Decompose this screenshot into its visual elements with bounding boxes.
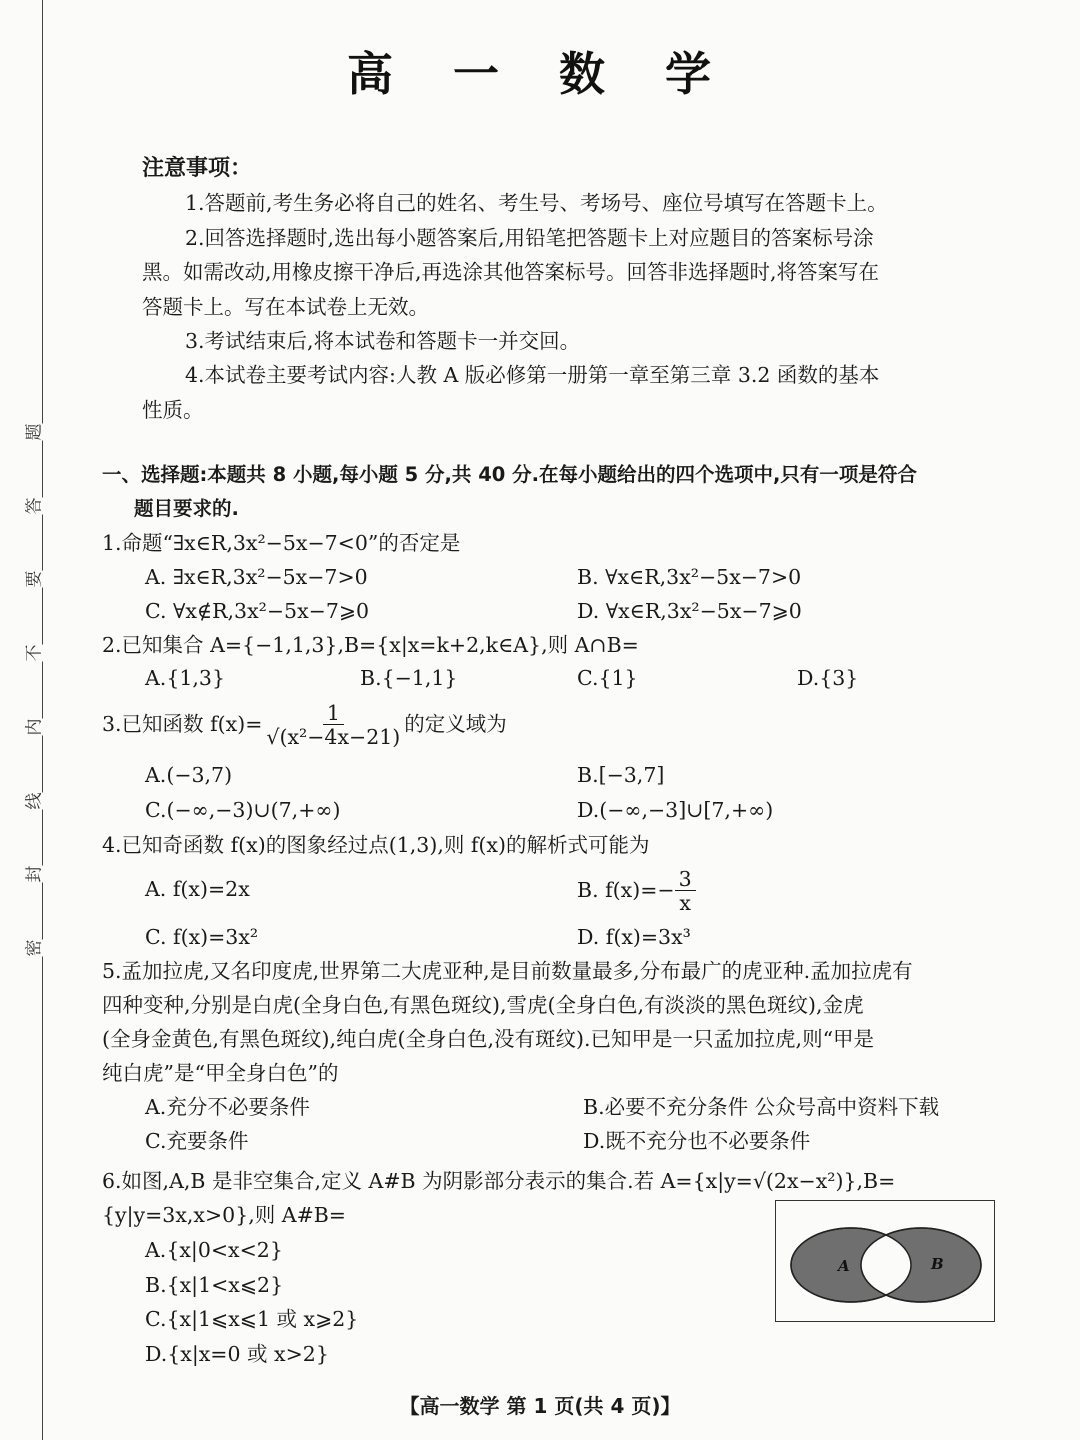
section-heading-cont: 题目要求的. <box>134 497 239 520</box>
notice-line: 黑。如需改动,用橡皮擦干净后,再选涂其他答案标号。回答非选择题时,将答案写在 <box>142 260 880 284</box>
notice-line: 2.回答选择题时,选出每小题答案后,用铅笔把答题卡上对应题目的答案标号涂 <box>185 226 874 250</box>
binding-char: 内 <box>24 718 44 736</box>
venn-label-b: B <box>931 1255 944 1273</box>
notice-line: 4.本试卷主要考试内容:人教 A 版必修第一册第一章至第三章 3.2 函数的基本 <box>185 363 880 387</box>
q6-option-a: A.{x|0<x<2} <box>145 1238 283 1262</box>
q1-option-a: A. ∃x∈R,3x²−5x−7>0 <box>145 565 368 589</box>
q6-option-c: C.{x|1⩽x⩽1 或 x⩾2} <box>145 1307 359 1331</box>
question-4-stem: 4.已知奇函数 f(x)的图象经过点(1,3),则 f(x)的解析式可能为 <box>102 833 650 857</box>
question-3-stem <box>102 700 507 749</box>
q3-option-d: D.(−∞,−3]∪[7,+∞) <box>577 798 774 822</box>
binding-char: 题 <box>24 423 44 441</box>
binding-char: 要 <box>24 570 44 588</box>
page-title: 高 一 数 学 <box>346 47 734 101</box>
q4-option-d: D. f(x)=3x³ <box>577 925 691 949</box>
q6-option-d: D.{x|x=0 或 x>2} <box>145 1342 329 1366</box>
section-heading: 一、选择题:本题共 8 小题,每小题 5 分,共 40 分.在每小题给出的四个选项中,只有一项是符合 <box>102 463 917 486</box>
q3-fraction <box>262 702 404 749</box>
q2-option-b: B.{−1,1} <box>360 666 458 690</box>
venn-svg <box>776 1201 994 1321</box>
question-6-line: {y|y=3x,x>0},则 A#B= <box>102 1203 346 1227</box>
binding-char: 封 <box>24 865 44 883</box>
q3-frac-den: √(x²−4x−21) <box>266 725 401 749</box>
venn-label-a: A <box>838 1257 850 1275</box>
q2-option-d: D.{3} <box>797 666 859 690</box>
q3-option-b: B.[−3,7] <box>577 763 665 787</box>
q3-stem-prefix: 3.已知函数 f(x)= <box>102 712 263 736</box>
question-5-line: 5.孟加拉虎,又名印度虎,世界第二大虎亚种,是目前数量最多,分布最广的虎亚种.孟加拉虎有 <box>102 959 913 983</box>
binding-char: 不 <box>24 644 44 662</box>
q5-option-a: A.充分不必要条件 <box>145 1095 310 1119</box>
q4-frac-num: 3 <box>675 868 696 891</box>
question-2-stem: 2.已知集合 A={−1,1,3},B={x|x=k+2,k∈A},则 A∩B= <box>102 633 639 657</box>
q3-stem-suffix: 的定义域为 <box>404 712 507 736</box>
q5-option-b: B.必要不充分条件 公众号高中资料下载 <box>583 1095 940 1119</box>
question-5-line: 四种变种,分别是白虎(全身白色,有黑色斑纹),雪虎(全身白色,有淡淡的黑色斑纹),金虎 <box>102 993 864 1017</box>
notice-heading: 注意事项： <box>142 156 253 181</box>
notice-line: 答题卡上。写在本试卷上无效。 <box>142 295 429 319</box>
question-5-line: (全身金黄色,有黑色斑纹),纯白虎(全身白色,没有斑纹).已知甲是一只孟加拉虎,则“甲是 <box>102 1027 875 1051</box>
q4-option-b-fraction <box>675 868 696 915</box>
venn-diagram <box>775 1200 995 1322</box>
binding-margin-text <box>12 420 56 960</box>
q5-option-c: C.充要条件 <box>145 1129 249 1153</box>
q1-option-b: B. ∀x∈R,3x²−5x−7>0 <box>577 565 802 589</box>
notice-line: 3.考试结束后,将本试卷和答题卡一并交回。 <box>185 329 581 353</box>
binding-char: 线 <box>24 792 44 810</box>
question-6-line: 6.如图,A,B 是非空集合,定义 A#B 为阴影部分表示的集合.若 A={x|y=√(2x−x²)},B= <box>102 1169 896 1193</box>
q3-option-a: A.(−3,7) <box>145 763 233 787</box>
q2-option-a: A.{1,3} <box>145 666 226 690</box>
q5-option-d: D.既不充分也不必要条件 <box>583 1129 811 1153</box>
binding-char: 答 <box>24 497 44 515</box>
q4-frac-den: x <box>679 891 691 915</box>
binding-char: 密 <box>24 939 44 957</box>
q6-option-b: B.{x|1<x⩽2} <box>145 1273 284 1297</box>
q4-option-b <box>577 866 696 915</box>
q3-option-c: C.(−∞,−3)∪(7,+∞) <box>145 798 341 822</box>
question-5-line: 纯白虎”是“甲全身白色”的 <box>102 1061 339 1085</box>
question-1-stem: 1.命题“∃x∈R,3x²−5x−7<0”的否定是 <box>102 531 461 555</box>
q1-option-d: D. ∀x∈R,3x²−5x−7⩾0 <box>577 599 802 623</box>
q1-option-c: C. ∀x∉R,3x²−5x−7⩾0 <box>145 599 370 623</box>
q3-frac-num: 1 <box>323 702 344 725</box>
q4-option-a: A. f(x)=2x <box>145 877 250 901</box>
notice-line: 1.答题前,考生务必将自己的姓名、考生号、考场号、座位号填写在答题卡上。 <box>185 191 888 215</box>
q4-option-b-prefix: B. f(x)=− <box>577 878 675 902</box>
notice-line: 性质。 <box>142 398 204 422</box>
q2-option-c: C.{1} <box>577 666 638 690</box>
page-footer: 【高一数学 第 1 页(共 4 页)】 <box>399 1394 681 1418</box>
q4-option-c: C. f(x)=3x² <box>145 925 259 949</box>
